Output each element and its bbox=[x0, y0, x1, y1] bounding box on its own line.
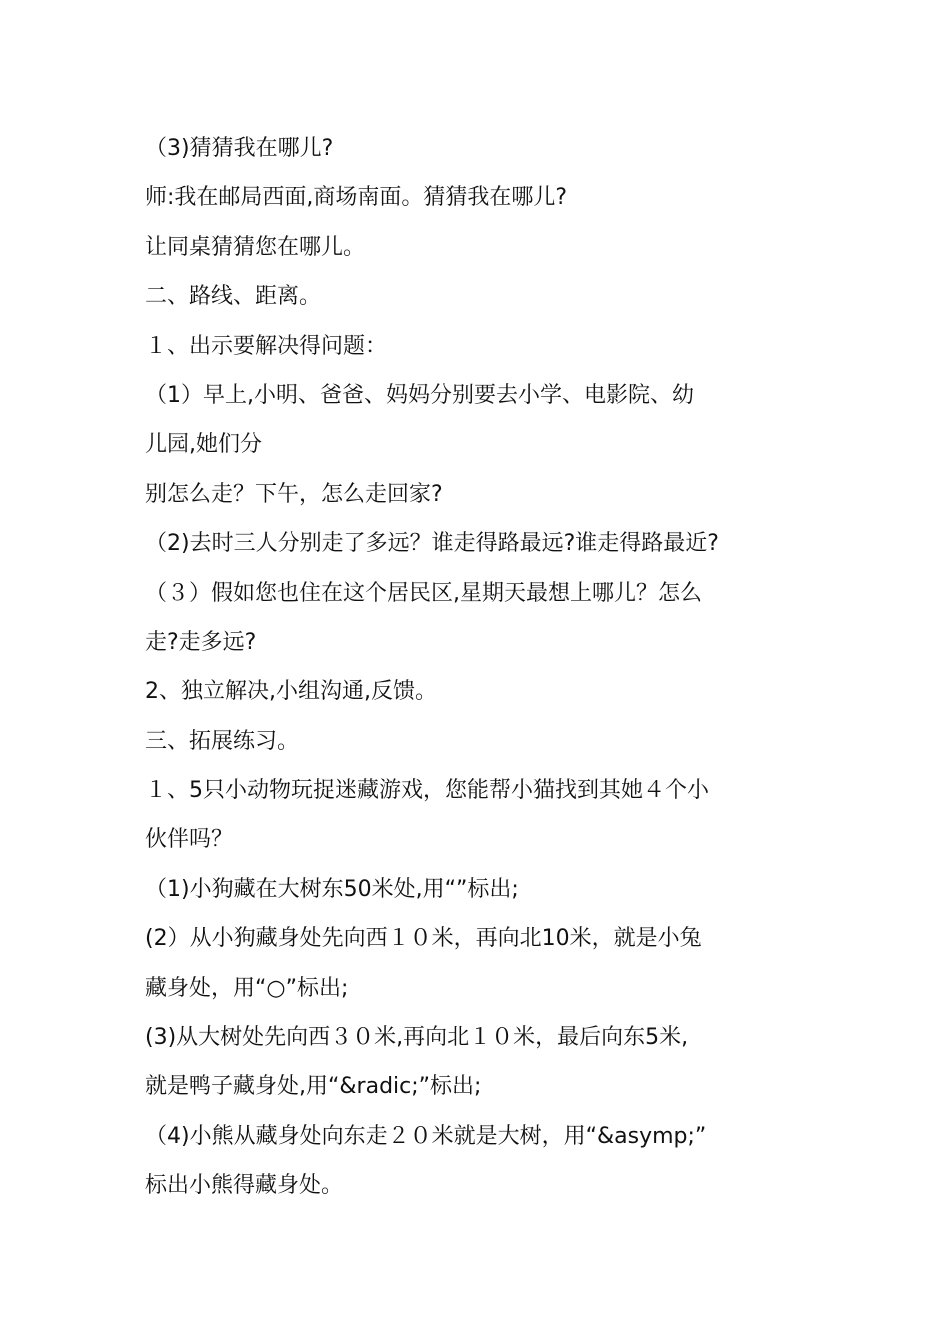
document-body bbox=[145, 124, 825, 1211]
text-line: （3)猜猜我在哪儿? bbox=[145, 136, 334, 161]
text-line: （4)小熊从藏身处向东走２０米就是大树，用“&asymp;” bbox=[145, 1123, 707, 1149]
text-line: （1）早上,小明、爸爸、妈妈分别要去小学、电影院、幼 bbox=[145, 382, 694, 408]
text-line: (2）从小狗藏身处先向西１０米，再向北10米，就是小兔 bbox=[145, 926, 702, 952]
text-line: 藏身处，用“○”标出; bbox=[145, 975, 349, 1001]
text-line: 儿园,她们分 bbox=[145, 432, 262, 458]
text-line: １、出示要解决得问题： bbox=[145, 333, 388, 359]
text-line: （1)小狗藏在大树东50米处,用“”标出; bbox=[145, 876, 519, 902]
text-line: 标出小熊得藏身处。 bbox=[145, 1173, 344, 1199]
text-line: 2、独立解决,小组沟通,反馈。 bbox=[145, 679, 437, 705]
text-line: 伙伴吗？ bbox=[145, 827, 234, 853]
text-line: （2)去时三人分别走了多远？谁走得路最远?谁走得路最近? bbox=[145, 531, 719, 557]
text-line: 别怎么走？下午，怎么走回家? bbox=[145, 481, 443, 507]
text-line: 师:我在邮局西面,商场南面。猜猜我在哪儿? bbox=[145, 185, 568, 211]
text-line: 走?走多远? bbox=[145, 629, 257, 655]
text-line: 让同桌猜猜您在哪儿。 bbox=[145, 234, 366, 260]
text-line: （３）假如您也住在这个居民区,星期天最想上哪儿？怎么 bbox=[145, 580, 702, 606]
section-heading: 二、路线、距离。 bbox=[145, 284, 322, 310]
text-line: １、5只小动物玩捉迷藏游戏，您能帮小猫找到其她４个小 bbox=[145, 778, 709, 804]
text-line: (3)从大树处先向西３０米,再向北１０米，最后向东5米, bbox=[145, 1025, 689, 1051]
section-heading: 三、拓展练习。 bbox=[145, 728, 300, 754]
text-line: 就是鸭子藏身处,用“&radic;”标出; bbox=[145, 1074, 482, 1100]
